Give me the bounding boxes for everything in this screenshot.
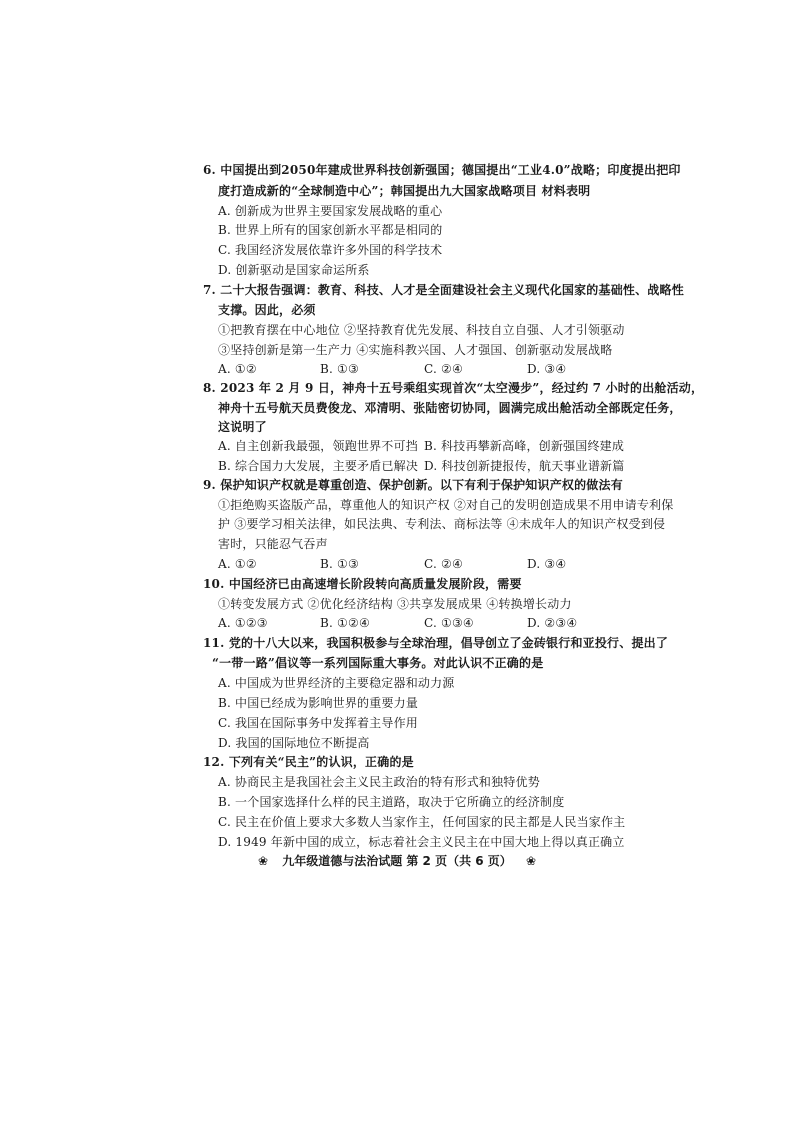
q11-option-a: A. 中国成为世界经济的主要稳定器和动力源	[218, 676, 455, 690]
q11-option-c: C. 我国在国际事务中发挥着主导作用	[218, 716, 418, 730]
q10-option-c: C. ①③④	[424, 616, 474, 630]
q12-option-a: A. 协商民主是我国社会主义民主政治的特有形式和独特优势	[218, 775, 540, 789]
q10-option-b: B. ①②④	[320, 616, 370, 630]
flower-ornament-icon-left: ❀	[257, 854, 269, 868]
q12-stem-line-1: 12. 下列有关“民主”的认识，正确的是	[203, 755, 414, 769]
q8-stem-line-2: 神舟十五号航天员费俊龙、邓清明、张陆密切协同，圆满完成出舱活动全部既定任务，	[218, 401, 682, 415]
q8-stem-line-1: 8. 2023 年 2 月 9 日，神舟十五号乘组实现首次“太空漫步”，经过约 7 小时的出舱活动，	[203, 381, 704, 395]
q7-statement-2: ③坚持创新是第一生产力 ④实施科教兴国、人才强国、创新驱动发展战略	[218, 343, 613, 357]
q6-stem-line-2: 度打造成新的“全球制造中心”；韩国提出九大国家战略项目 材料表明	[218, 184, 591, 198]
q8-option-d: D. 科技创新捷报传，航天事业谱新篇	[424, 459, 625, 473]
q7-stem-line-2: 支撑。因此，必须	[218, 303, 316, 317]
q8-option-b: B. 科技再攀新高峰，创新强国终建成	[424, 439, 625, 453]
page-footer	[0, 852, 794, 869]
q7-option-d: D. ③④	[527, 362, 567, 376]
q8-option-a: A. 自主创新我最强，领跑世界不可挡	[218, 439, 418, 453]
q7-stem-line-1: 7. 二十大报告强调：教育、科技、人才是全面建设社会主义现代化国家的基础性、战略性	[203, 283, 684, 297]
q6-option-a: A. 创新成为世界主要国家发展战略的重心	[218, 204, 443, 218]
footer-text: 九年级道德与法治试题 第 2 页（共 6 页）	[282, 854, 512, 868]
q6-option-d: D. 创新驱动是国家命运所系	[218, 263, 370, 277]
q10-stem-line-1: 10. 中国经济已由高速增长阶段转向高质量发展阶段，需要	[203, 577, 522, 591]
q7-option-c: C. ②④	[424, 362, 463, 376]
q9-option-a: A. ①②	[218, 557, 257, 571]
q12-option-d: D. 1949 年新中国的成立，标志着社会主义民主在中国大地上得以真正确立	[218, 835, 625, 849]
flower-ornament-icon-right: ❀	[525, 854, 537, 868]
q9-statement-line-1: ①拒绝购买盗版产品，尊重他人的知识产权 ②对自己的发明创造成果不用申请专利保	[218, 498, 674, 512]
q10-option-a: A. ①②③	[218, 616, 268, 630]
q11-stem-line-1: 11. 党的十八大以来，我国积极参与全球治理，倡导创立了金砖银行和亚投行、提出了	[203, 636, 669, 650]
q11-option-b: B. 中国已经成为影响世界的重要力量	[218, 696, 419, 710]
q12-option-c: C. 民主在价值上要求大多数人当家作主，任何国家的民主都是人民当家作主	[218, 815, 626, 829]
q9-option-b: B. ①③	[320, 557, 359, 571]
q9-stem-line-1: 9. 保护知识产权就是尊重创造、保护创新。以下有利于保护知识产权的做法有	[203, 478, 623, 492]
q7-statement-1: ①把教育摆在中心地位 ②坚持教育优先发展、科技自立自强、人才引领驱动	[218, 323, 625, 337]
q12-option-b: B. 一个国家选择什么样的民主道路，取决于它所确立的经济制度	[218, 795, 565, 809]
q7-option-a: A. ①②	[218, 362, 257, 376]
q10-statement: ①转变发展方式 ②优化经济结构 ③共享发展成果 ④转换增长动力	[218, 597, 572, 611]
q6-option-b: B. 世界上所有的国家创新水平都是相同的	[218, 223, 443, 237]
q9-statement-line-3: 害时，只能忍气吞声	[218, 537, 328, 551]
q7-option-b: B. ①③	[320, 362, 359, 376]
q8-option-c: B. 综合国力大发展，主要矛盾已解决	[218, 459, 419, 473]
q9-statement-line-2: 护 ③要学习相关法律，如民法典、专利法、商标法等 ④未成年人的知识产权受到侵	[218, 517, 666, 531]
q11-option-d: D. 我国的国际地位不断提高	[218, 736, 370, 750]
q6-stem-line-1: 6. 中国提出到2050年建成世界科技创新强国；德国提出“工业4.0”战略；印度提出把印	[203, 163, 681, 177]
q8-stem-line-3: 这说明了	[218, 420, 267, 434]
q9-option-d: D. ③④	[527, 557, 567, 571]
q6-option-c: C. 我国经济发展依靠许多外国的科学技术	[218, 243, 443, 257]
q9-option-c: C. ②④	[424, 557, 463, 571]
q11-stem-line-2: “一带一路”倡议等一系列国际重大事务。对此认识不正确的是	[212, 656, 544, 670]
q10-option-d: D. ②③④	[527, 616, 578, 630]
